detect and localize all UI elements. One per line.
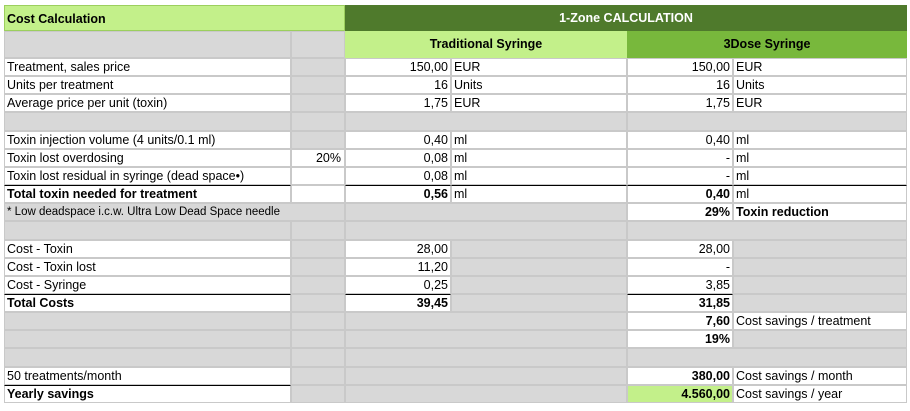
savings-per-month-value: 380,00 xyxy=(627,367,733,385)
empty-cell xyxy=(627,348,907,367)
empty-cell xyxy=(345,330,627,348)
row-label: Cost - Toxin xyxy=(4,240,291,258)
3dose-value: 3,85 xyxy=(627,276,733,294)
3dose-unit: Units xyxy=(733,76,907,94)
traditional-unit: Units xyxy=(451,76,627,94)
total-toxin-row xyxy=(4,185,907,203)
empty-cell xyxy=(627,221,907,240)
cost-toxin-row xyxy=(4,240,907,258)
row-label: Cost - Syringe xyxy=(4,276,291,294)
traditional-value: 0,08 xyxy=(345,149,451,167)
savings-per-month-label: Cost savings / month xyxy=(733,367,907,385)
empty-cell xyxy=(345,221,627,240)
empty-cell xyxy=(733,276,907,294)
empty-cell xyxy=(4,221,291,240)
cost-calculation-sheet xyxy=(4,5,907,403)
units-row xyxy=(4,76,907,94)
empty-cell xyxy=(291,221,345,240)
empty-cell xyxy=(291,167,345,185)
traditional-value: 11,20 xyxy=(345,258,451,276)
3dose-value: 16 xyxy=(627,76,733,94)
empty-cell xyxy=(451,240,627,258)
3dose-value: 150,00 xyxy=(627,58,733,76)
traditional-value: 150,00 xyxy=(345,58,451,76)
empty-cell xyxy=(291,294,345,312)
3dose-unit: EUR xyxy=(733,58,907,76)
spacer-row xyxy=(4,221,907,240)
3dose-unit: ml xyxy=(733,185,907,203)
traditional-unit: ml xyxy=(451,167,627,185)
column-header-row xyxy=(4,31,907,58)
empty-cell xyxy=(291,240,345,258)
cost-syringe-row xyxy=(4,276,907,294)
injection-volume-row xyxy=(4,131,907,149)
empty-cell xyxy=(733,294,907,312)
yearly-savings-value: 4.560,00 xyxy=(627,385,733,403)
3dose-value: - xyxy=(627,258,733,276)
row-label: Total Costs xyxy=(4,294,291,312)
dead-space-footnote: * Low deadspace i.c.w. Ultra Low Dead Space needle xyxy=(4,203,345,221)
traditional-value: 16 xyxy=(345,76,451,94)
empty-cell xyxy=(291,112,345,131)
empty-cell xyxy=(345,348,627,367)
traditional-value: 0,25 xyxy=(345,276,451,294)
spacer-row xyxy=(4,112,907,131)
empty-cell xyxy=(451,276,627,294)
spacer-row xyxy=(4,348,907,367)
empty-cell xyxy=(291,258,345,276)
traditional-value: 0,40 xyxy=(345,131,451,149)
empty-cell xyxy=(4,312,291,330)
empty-cell xyxy=(291,330,345,348)
sales-price-row xyxy=(4,58,907,76)
footnote-row xyxy=(4,203,907,221)
cost-toxin-lost-row xyxy=(4,258,907,276)
empty-cell xyxy=(291,58,345,76)
3dose-unit: ml xyxy=(733,131,907,149)
empty-cell xyxy=(291,76,345,94)
toxin-reduction-label: Toxin reduction xyxy=(733,203,907,221)
toxin-reduction-percent: 29% xyxy=(627,203,733,221)
empty-cell xyxy=(345,112,627,131)
empty-cell xyxy=(291,276,345,294)
row-label: Average price per unit (toxin) xyxy=(4,94,291,112)
overdosing-percent: 20% xyxy=(291,149,345,167)
sheet-title: Cost Calculation xyxy=(4,5,345,31)
traditional-value: 0,08 xyxy=(345,167,451,185)
empty-cell xyxy=(291,131,345,149)
avg-price-row xyxy=(4,94,907,112)
row-label: Toxin injection volume (4 units/0.1 ml) xyxy=(4,131,291,149)
traditional-value: 39,45 xyxy=(345,294,451,312)
row-label: 50 treatments/month xyxy=(4,367,291,385)
empty-cell xyxy=(627,112,907,131)
3dose-value: - xyxy=(627,167,733,185)
empty-cell xyxy=(4,348,291,367)
savings-percent-row xyxy=(4,330,907,348)
lost-residual-row xyxy=(4,167,907,185)
row-label: Toxin lost residual in syringe (dead space•) xyxy=(4,167,291,185)
empty-cell xyxy=(345,367,627,385)
traditional-unit: ml xyxy=(451,149,627,167)
traditional-unit: EUR xyxy=(451,94,627,112)
3dose-unit: EUR xyxy=(733,94,907,112)
empty-cell xyxy=(4,31,291,58)
empty-cell xyxy=(291,94,345,112)
title-row xyxy=(4,5,907,31)
3dose-value: 0,40 xyxy=(627,185,733,203)
savings-treatment-row xyxy=(4,312,907,330)
empty-cell xyxy=(345,203,627,221)
traditional-value: 0,56 xyxy=(345,185,451,203)
savings-per-treatment-label: Cost savings / treatment xyxy=(733,312,907,330)
traditional-unit: EUR xyxy=(451,58,627,76)
row-label: Toxin lost overdosing xyxy=(4,149,291,167)
3dose-value: 1,75 xyxy=(627,94,733,112)
empty-cell xyxy=(345,312,627,330)
traditional-syringe-header: Traditional Syringe xyxy=(345,31,627,58)
3dose-value: 0,40 xyxy=(627,131,733,149)
empty-cell xyxy=(291,367,345,385)
traditional-unit: ml xyxy=(451,131,627,149)
empty-cell xyxy=(4,330,291,348)
empty-cell xyxy=(451,294,627,312)
traditional-unit: ml xyxy=(451,185,627,203)
row-label: Treatment, sales price xyxy=(4,58,291,76)
total-costs-row xyxy=(4,294,907,312)
savings-per-treatment-value: 7,60 xyxy=(627,312,733,330)
empty-cell xyxy=(291,312,345,330)
empty-cell xyxy=(291,185,345,203)
per-month-row xyxy=(4,367,907,385)
3dose-value: - xyxy=(627,149,733,167)
savings-percent-value: 19% xyxy=(627,330,733,348)
empty-cell xyxy=(291,31,345,58)
lost-overdosing-row xyxy=(4,149,907,167)
traditional-value: 28,00 xyxy=(345,240,451,258)
traditional-value: 1,75 xyxy=(345,94,451,112)
empty-cell xyxy=(345,385,627,403)
3dose-unit: ml xyxy=(733,167,907,185)
yearly-savings-row xyxy=(4,385,907,403)
zone-calculation-header: 1-Zone CALCULATION xyxy=(345,5,907,31)
3dose-value: 28,00 xyxy=(627,240,733,258)
yearly-savings-label: Cost savings / year xyxy=(733,385,907,403)
3dose-unit: ml xyxy=(733,149,907,167)
empty-cell xyxy=(733,330,907,348)
row-label: Yearly savings xyxy=(4,385,291,403)
empty-cell xyxy=(733,240,907,258)
empty-cell xyxy=(291,348,345,367)
empty-cell xyxy=(4,112,291,131)
row-label: Units per treatment xyxy=(4,76,291,94)
row-label: Total toxin needed for treatment xyxy=(4,185,291,203)
empty-cell xyxy=(291,385,345,403)
empty-cell xyxy=(733,258,907,276)
row-label: Cost - Toxin lost xyxy=(4,258,291,276)
empty-cell xyxy=(451,258,627,276)
3dose-syringe-header: 3Dose Syringe xyxy=(627,31,907,58)
3dose-value: 31,85 xyxy=(627,294,733,312)
